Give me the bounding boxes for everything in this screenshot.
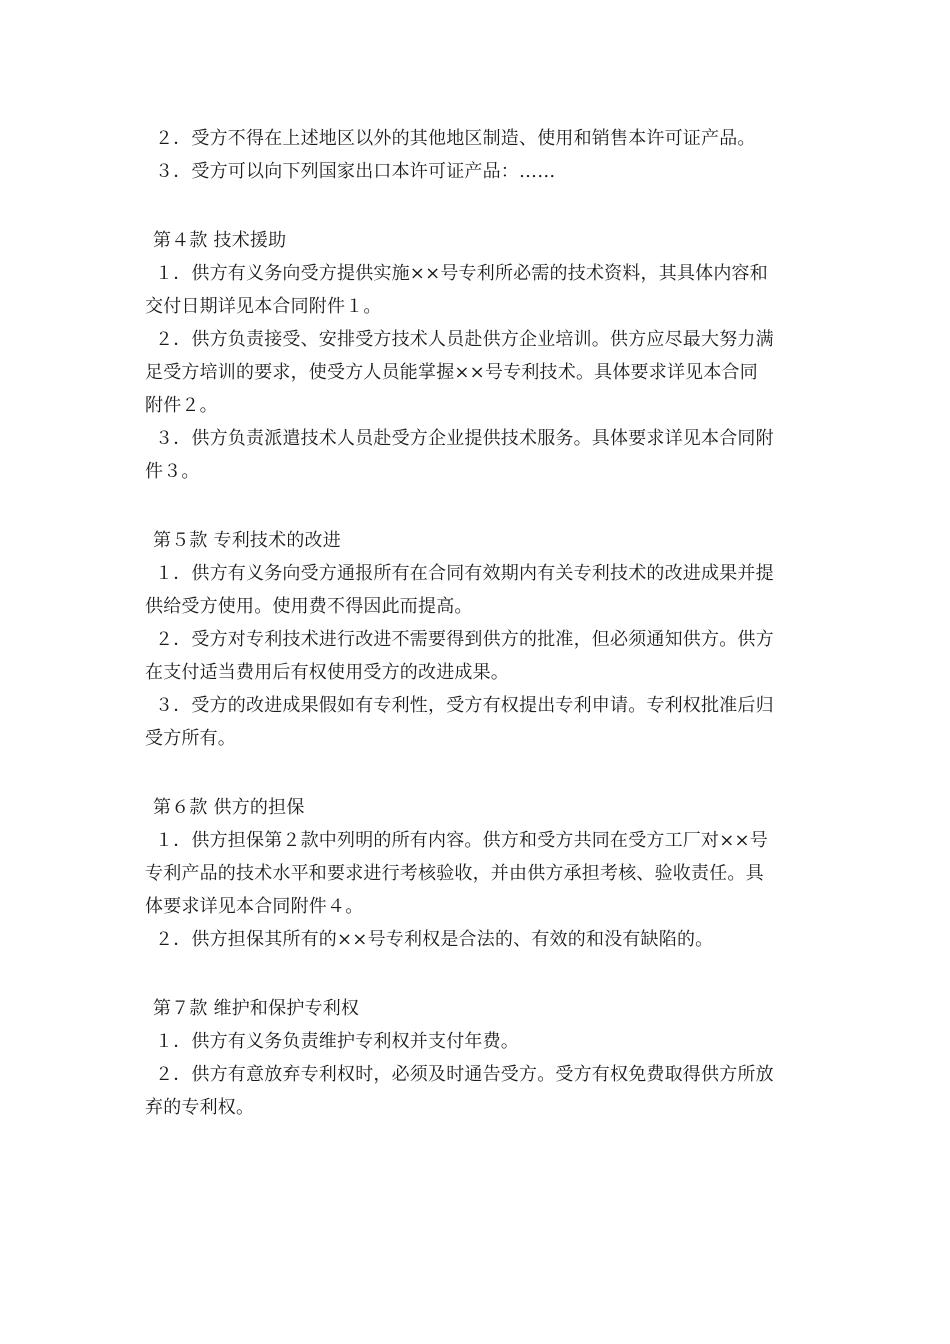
clause-paragraph [145, 689, 810, 755]
clause-paragraph [145, 623, 810, 689]
document-page [145, 122, 810, 1124]
contract-section [145, 188, 810, 488]
clause-line: ２．供方有意放弃专利权时，必须及时通告受方。受方有权免费取得供方所放 [155, 1064, 774, 1085]
clause-paragraph [145, 1058, 810, 1124]
contract-section [145, 755, 810, 956]
clause-line: 足受方培训的要求，使受方人员能掌握××号专利技术。具体要求详见本合同 [145, 362, 758, 383]
clause-line: 体要求详见本合同附件４。 [145, 896, 364, 917]
clause-line: ３．供方负责派遣技术人员赴受方企业提供技术服务。具体要求详见本合同附 [155, 428, 774, 449]
section-heading: 第６款 供方的担保 [153, 797, 305, 818]
clause-paragraph [145, 824, 810, 923]
clause-line: １．供方有义务向受方提供实施××号专利所必需的技术资料，其具体内容和 [155, 263, 768, 284]
clause-line: ２．受方不得在上述地区以外的其他地区制造、使用和销售本许可证产品。 [155, 128, 756, 149]
section-heading: 第５款 专利技术的改进 [153, 530, 341, 551]
clause-line: 附件２。 [145, 395, 218, 416]
clause-line: ２．供方负责接受、安排受方技术人员赴供方企业培训。供方应尽最大努力满 [155, 329, 774, 350]
clause-paragraph [145, 1025, 810, 1058]
clause-paragraph [145, 422, 810, 488]
clause-line: 专利产品的技术水平和要求进行考核验收，并由供方承担考核、验收责任。具 [145, 863, 764, 884]
clause-line: １．供方有义务负责维护专利权并支付年费。 [155, 1031, 519, 1052]
section-spacer [145, 488, 810, 524]
clause-paragraph [145, 557, 810, 623]
clause-line: 受方所有。 [145, 728, 236, 749]
clause-line: 交付日期详见本合同附件１。 [145, 296, 382, 317]
clause-paragraph [145, 122, 810, 155]
clause-line: 弃的专利权。 [145, 1097, 255, 1118]
clause-line: ３．受方的改进成果假如有专利性，受方有权提出专利申请。专利权批准后归 [155, 695, 774, 716]
section-spacer [145, 755, 810, 791]
clause-line: ２．受方对专利技术进行改进不需要得到供方的批准，但必须通知供方。供方 [155, 629, 774, 650]
section-heading: 第４款 技术援助 [153, 230, 287, 251]
clause-line: ３．受方可以向下列国家出口本许可证产品：…… [155, 161, 556, 182]
clause-line: 供给受方使用。使用费不得因此而提高。 [145, 596, 473, 617]
contract-section [145, 122, 810, 188]
clause-line: ２．供方担保其所有的××号专利权是合法的、有效的和没有缺陷的。 [155, 929, 714, 950]
clause-line: １．供方担保第２款中列明的所有内容。供方和受方共同在受方工厂对××号 [155, 830, 768, 851]
contract-section [145, 956, 810, 1124]
section-spacer [145, 188, 810, 224]
clause-line: 件３。 [145, 461, 200, 482]
clause-paragraph [145, 257, 810, 323]
clause-paragraph [145, 323, 810, 422]
clause-line: １．供方有义务向受方通报所有在合同有效期内有关专利技术的改进成果并提 [155, 563, 774, 584]
section-heading: 第７款 维护和保护专利权 [153, 998, 360, 1019]
clause-line: 在支付适当费用后有权使用受方的改进成果。 [145, 662, 509, 683]
section-spacer [145, 956, 810, 992]
contract-section [145, 488, 810, 755]
clause-paragraph [145, 155, 810, 188]
clause-paragraph [145, 923, 810, 956]
